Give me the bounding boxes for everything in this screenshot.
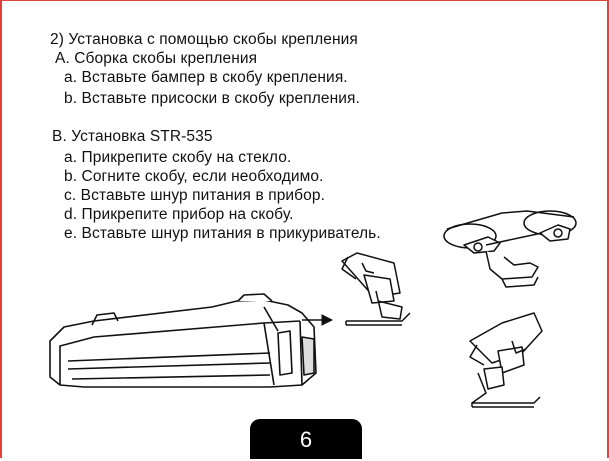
page-number: 6 <box>299 427 313 452</box>
radar-detector-illustration <box>50 294 316 387</box>
section-a-step-a: a. Вставьте бампер в скобу крепления. <box>64 69 348 86</box>
section-b-step-b: b. Согните скобу, если необходимо. <box>64 168 324 185</box>
section-b-title: B. Установка STR-535 <box>52 128 213 145</box>
bracket-assembly-illustration <box>444 211 576 287</box>
bent-bracket-illustration <box>470 313 542 407</box>
section-a-title: 2) Установка с помощью скобы крепления <box>50 31 358 48</box>
page-number-tab <box>250 419 362 459</box>
section-a-step-b: b. Вставьте присоски в скобу крепления. <box>64 90 360 107</box>
section-a-subtitle: A. Сборка скобы крепления <box>55 50 258 67</box>
section-b-step-d: d. Прикрепите прибор на скобу. <box>64 206 294 223</box>
installation-illustration <box>2 1 609 459</box>
section-b-step-e: e. Вставьте шнур питания в прикуриватель. <box>64 225 381 242</box>
bracket-on-glass-illustration <box>342 253 410 325</box>
section-b-step-a: a. Прикрепите скобу на стекло. <box>64 149 292 166</box>
section-b-step-c: c. Вставьте шнур питания в прибор. <box>64 187 325 204</box>
